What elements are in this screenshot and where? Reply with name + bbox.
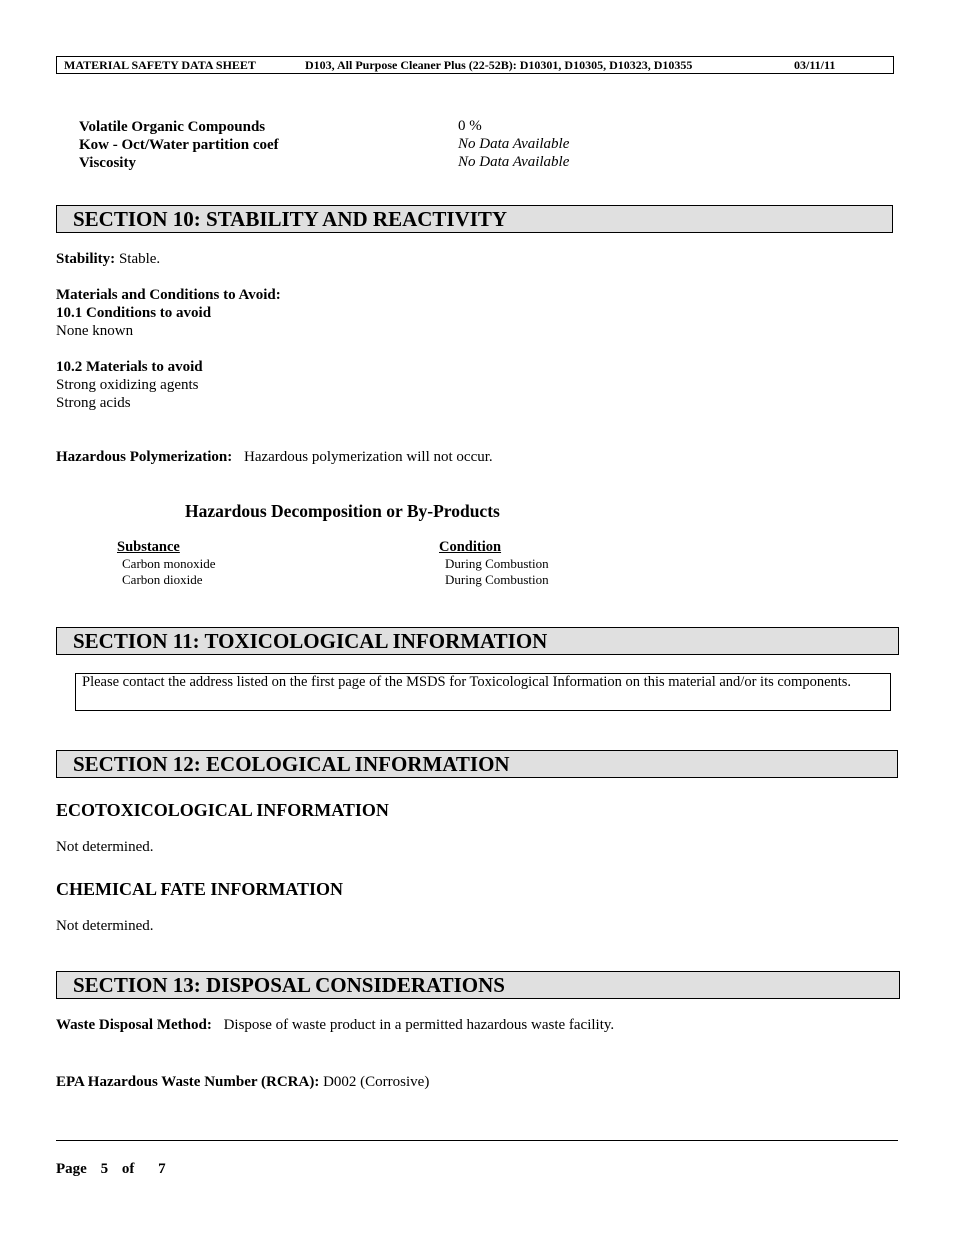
epa-waste-line	[56, 1073, 429, 1091]
section-11-title: SECTION 11: TOXICOLOGICAL INFORMATION	[56, 627, 899, 655]
chemical-fate-heading: CHEMICAL FATE INFORMATION	[56, 879, 344, 899]
materials-avoid-heading: 10.2 Materials to avoid	[56, 359, 203, 375]
table-cell-condition: During Combustion	[445, 572, 549, 587]
stability-value: Stable.	[118, 251, 161, 267]
conditions-avoid-value: None known	[56, 323, 134, 339]
decomposition-title: Hazardous Decomposition or By-Products	[185, 501, 500, 521]
table-cell-substance: Carbon dioxide	[122, 572, 203, 587]
property-label: Volatile Organic Compounds	[79, 119, 266, 135]
property-value: 0 %	[458, 118, 482, 134]
polymerization-value: Hazardous polymerization will not occur.	[243, 449, 493, 465]
section-12-title: SECTION 12: ECOLOGICAL INFORMATION	[56, 750, 898, 778]
polymerization-label: Hazardous Polymerization:	[56, 449, 233, 465]
table-cell-condition: During Combustion	[445, 556, 549, 571]
epa-waste-value: D002 (Corrosive)	[323, 1074, 430, 1090]
property-value: No Data Available	[458, 154, 570, 170]
property-label: Viscosity	[79, 155, 136, 171]
section-13-title: SECTION 13: DISPOSAL CONSIDERATIONS	[56, 971, 900, 999]
waste-disposal-label: Waste Disposal Method:	[56, 1017, 212, 1033]
header-doc-type: MATERIAL SAFETY DATA SHEET	[64, 58, 256, 72]
chemical-fate-value: Not determined.	[56, 918, 154, 934]
section-10-title: SECTION 10: STABILITY AND REACTIVITY	[56, 205, 893, 233]
table-cell-substance: Carbon monoxide	[122, 556, 216, 571]
page-label: Page	[56, 1161, 87, 1177]
materials-avoid-item: Strong oxidizing agents	[56, 377, 199, 393]
page-number: 5	[100, 1161, 109, 1177]
ecotox-heading: ECOTOXICOLOGICAL INFORMATION	[56, 800, 389, 820]
header-date: 03/11/11	[794, 58, 836, 72]
toxicology-note: Please contact the address listed on the first page of the MSDS for Toxicological Information on this material and/or its components.	[82, 674, 852, 690]
epa-waste-label: EPA Hazardous Waste Number (RCRA):	[56, 1074, 320, 1090]
polymerization-line	[56, 448, 493, 466]
toxicology-note-box	[75, 673, 891, 711]
materials-conditions-heading: Materials and Conditions to Avoid:	[56, 287, 281, 303]
header-product: D103, All Purpose Cleaner Plus (22-52B): D10301, D10305, D10323, D10355	[305, 58, 693, 72]
total-pages: 7	[158, 1161, 166, 1177]
ecotox-value: Not determined.	[56, 839, 154, 855]
footer-divider	[56, 1140, 898, 1141]
table-header-condition: Condition	[439, 539, 502, 555]
materials-avoid-item: Strong acids	[56, 395, 131, 411]
of-label: of	[121, 1161, 135, 1177]
waste-disposal-line	[56, 1016, 614, 1034]
document-header	[56, 56, 894, 74]
property-value: No Data Available	[458, 136, 570, 152]
stability-line	[56, 250, 160, 268]
property-label: Kow - Oct/Water partition coef	[79, 137, 279, 153]
table-header-substance: Substance	[117, 539, 180, 555]
page-footer	[56, 1160, 166, 1178]
conditions-avoid-heading: 10.1 Conditions to avoid	[56, 305, 212, 321]
stability-label: Stability:	[56, 251, 116, 267]
waste-disposal-value: Dispose of waste product in a permitted hazardous waste facility.	[223, 1017, 615, 1033]
